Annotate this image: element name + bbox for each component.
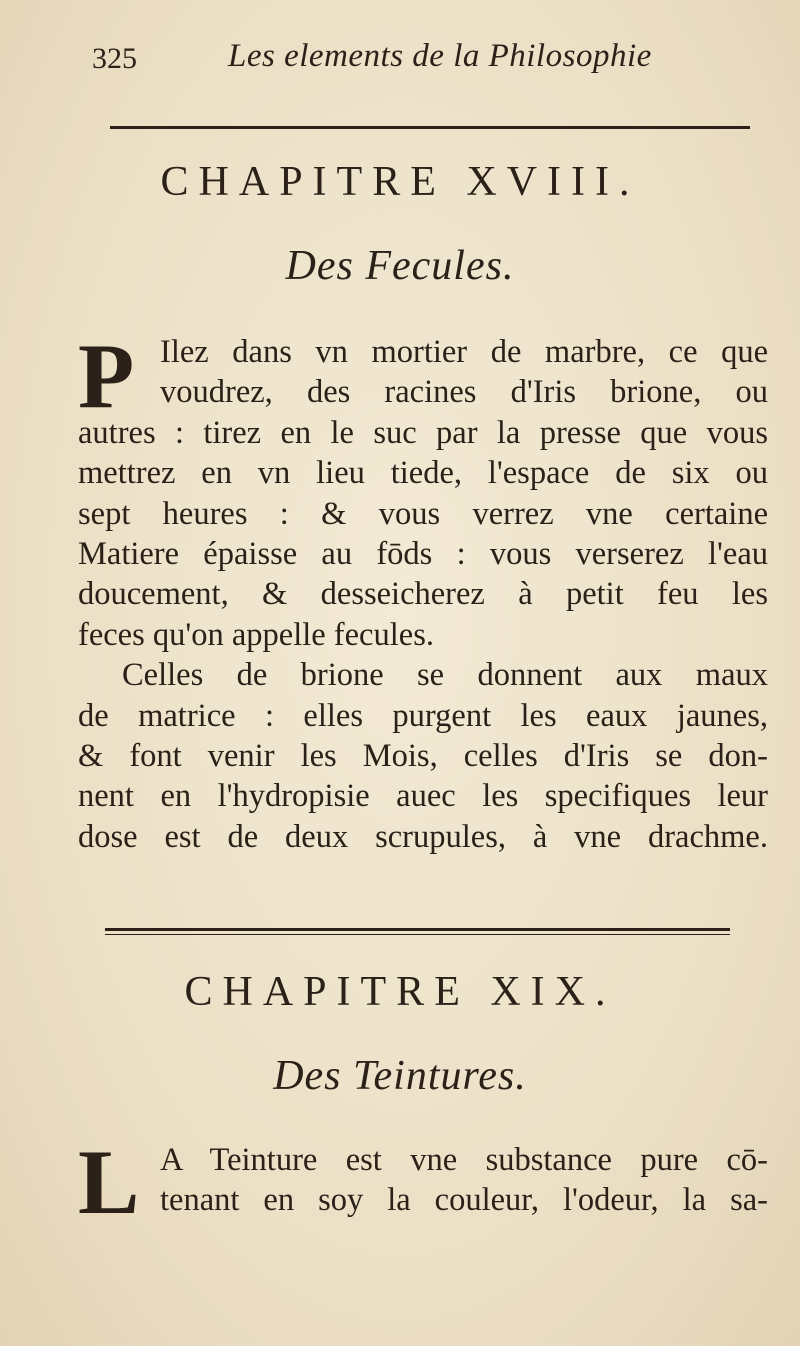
text-line: Matiere épaisse au fōds : vous verserez l'eau xyxy=(78,536,768,573)
text-line: & font venir les Mois, celles d'Iris se don- xyxy=(78,738,768,775)
section-rule-thin xyxy=(105,934,730,935)
chapter-body xyxy=(78,325,768,857)
section-rule xyxy=(105,928,730,931)
text-line: tenant en soy la couleur, l'odeur, la sa- xyxy=(160,1182,768,1219)
chapter-body xyxy=(78,1131,768,1233)
chapter-subtitle: Des Fecules. xyxy=(285,243,515,289)
text-line: nent en l'hydropisie auec les specifiques leur xyxy=(78,778,768,815)
drop-cap: L xyxy=(78,1131,140,1233)
text-line: dose est de deux scrupules, à vne drachme. xyxy=(78,818,768,855)
running-title: Les elements de la Philosophie xyxy=(228,38,652,74)
text-line: Celles de brione se donnent aux maux xyxy=(122,657,768,694)
page-number: 325 xyxy=(92,42,137,75)
text-line: autres : tirez en le suc par la presse que vous xyxy=(78,414,768,451)
drop-cap: P xyxy=(78,325,135,427)
text-line: voudrez, des racines d'Iris brione, ou xyxy=(160,374,768,411)
chapter-heading: CHAPITRE XVIII. xyxy=(160,159,640,205)
text-line: de matrice : elles purgent les eaux jaunes, xyxy=(78,697,768,734)
page-header xyxy=(88,38,728,88)
chapter-heading: CHAPITRE XIX. xyxy=(184,969,616,1015)
text-line: mettrez en vn lieu tiede, l'espace de six ou xyxy=(78,455,768,492)
chapter-subtitle: Des Teintures. xyxy=(273,1053,527,1099)
header-rule xyxy=(110,126,750,129)
text-line: feces qu'on appelle fecules. xyxy=(78,616,434,653)
text-line: Ilez dans vn mortier de marbre, ce que xyxy=(160,334,768,370)
text-line: A Teinture est vne substance pure cō- xyxy=(160,1142,768,1178)
text-line: doucement, & desseicherez à petit feu les xyxy=(78,576,768,613)
text-line: sept heures : & vous verrez vne certaine xyxy=(78,495,768,532)
